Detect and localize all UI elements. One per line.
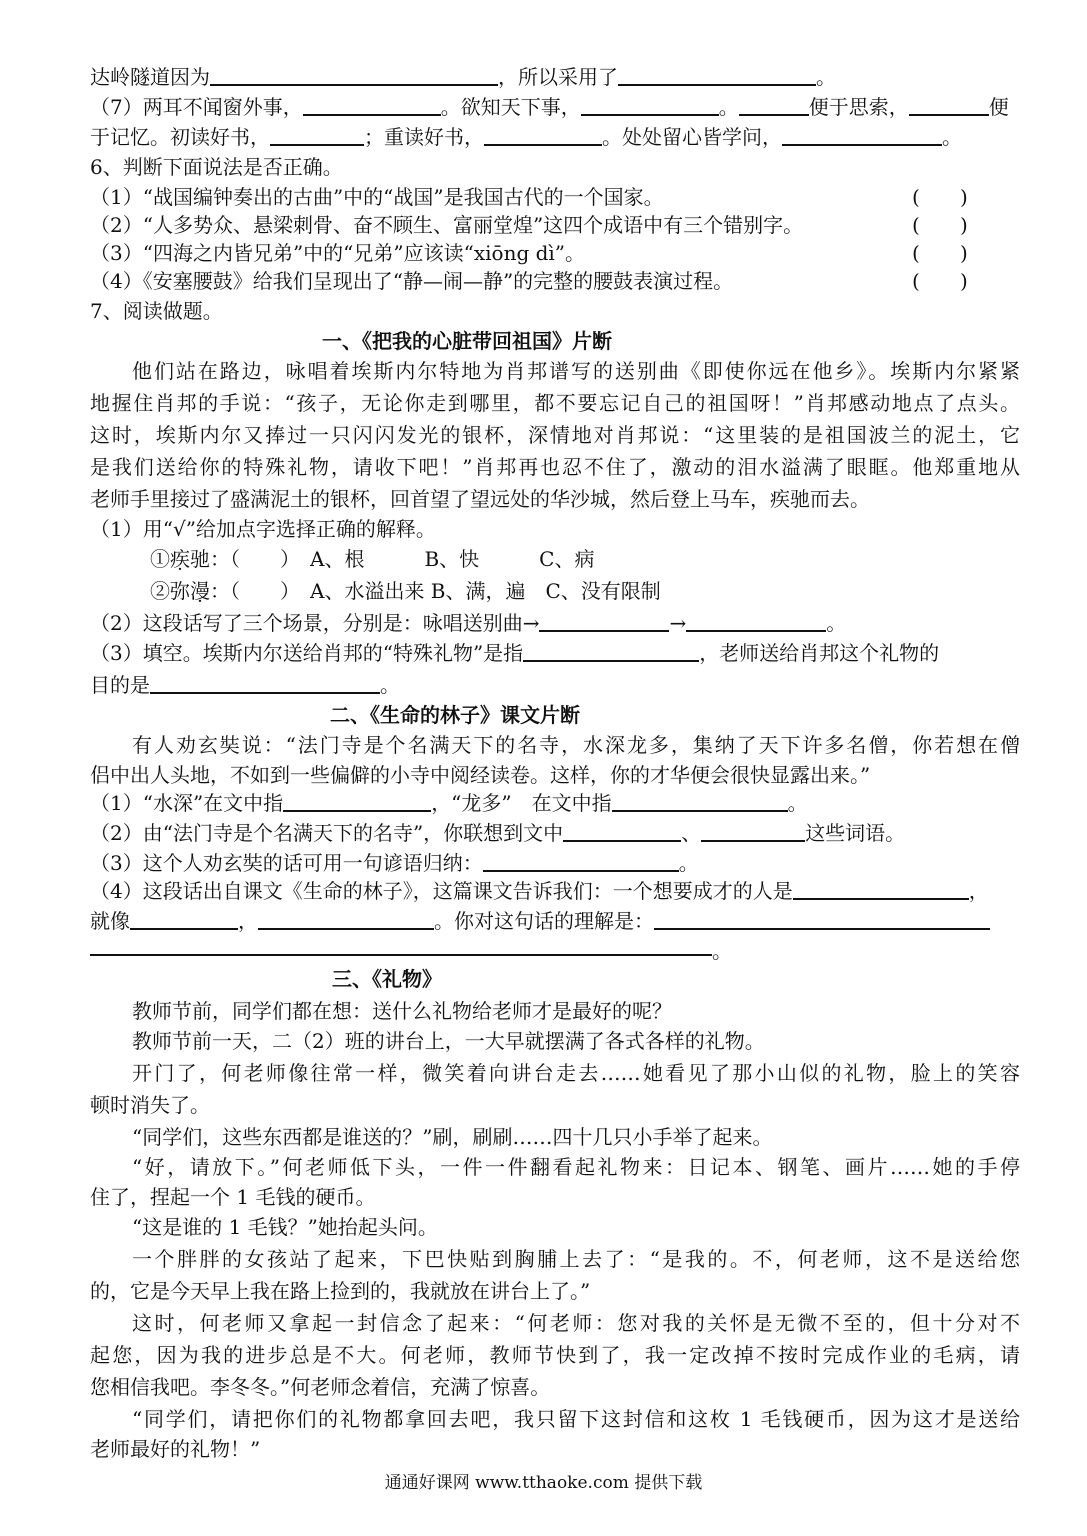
answer-line[interactable]: [90, 954, 712, 956]
passage-line: 老师手里接过了盛满泥土的银杯，回首望了望远处的华沙城，然后登上马车，疾驰而去。: [90, 487, 870, 511]
answer-blank[interactable]: [793, 878, 969, 900]
question-heading: 7、阅读做题。: [90, 299, 223, 323]
answer-parentheses[interactable]: ( ): [912, 213, 968, 237]
passage-line: 开门了，何老师像往常一样，微笑着向讲台走去……她看见了那小山似的礼物，脸上的笑容: [132, 1061, 1020, 1085]
judge-item: （4）《安塞腰鼓》给我们呈现出了“静—闹—静”的完整的腰鼓表演过程。: [90, 269, 734, 293]
answer-blank[interactable]: [612, 790, 788, 812]
question-item: （3）这个人劝玄奘的话可用一句谚语归纳： 。: [90, 851, 699, 875]
answer-blank[interactable]: [483, 850, 679, 872]
passage-line: 是我们送给你的特殊礼物，请收下吧！”肖邦再也忍不住了，激动的泪水溢满了眼眶。他郑重地从: [90, 455, 1020, 479]
passage-line: 教师节前，同学们都在想：送什么礼物给老师才是最好的呢？: [132, 999, 672, 1023]
answer-blank[interactable]: [739, 94, 809, 116]
passage-line: “同学们，请把你们的礼物都拿回去吧，我只留下这封信和这枚 1 毛钱硬币，因为这才是送给: [132, 1407, 1020, 1431]
passage-line: 一个胖胖的女孩站了起来，下巴快贴到胸脯上去了：“是我的。不，何老师，这不是送给您: [132, 1247, 1020, 1271]
question-item: （3）填空。埃斯内尔送给肖邦的“特殊礼物”是指 ，老师送给肖邦这个礼物的: [90, 641, 940, 665]
page-footer: 通通好课网 www.tthaoke.com 提供下载: [384, 1473, 703, 1493]
answer-blank[interactable]: [654, 908, 990, 930]
judge-item: （2）“人多势众、悬梁刺骨、奋不顾生、富丽堂煌”这四个成语中有三个错别字。: [90, 213, 804, 237]
passage-line: “好，请放下。”何老师低下头，一件一件翻看起礼物来：日记本、钢笔、画片……她的手停: [132, 1155, 1020, 1179]
passage-line: 起您，因为我的进步总是不大。何老师，教师节快到了，我一定改掉不按时完成作业的毛病，请: [90, 1343, 1020, 1367]
passage-line: 的，它是今天早上我在路上捡到的，我就放在讲台上了。”: [90, 1279, 591, 1303]
answer-parentheses[interactable]: ( ): [912, 269, 968, 293]
answer-blank[interactable]: [283, 790, 431, 812]
answer-blank[interactable]: [539, 610, 669, 632]
passage-line: “这是谁的 1 毛钱？”她抬起头问。: [132, 1215, 438, 1239]
answer-blank[interactable]: [618, 64, 816, 86]
question-item: 就像 ， 。你对这句话的理解是：: [90, 906, 1020, 936]
answer-parentheses[interactable]: ( ): [912, 241, 968, 265]
choice-line: ②弥漫：（ ） A、水溢出来 B、满，遍 C、没有限制: [150, 579, 661, 603]
answer-blank[interactable]: [563, 820, 681, 842]
answer-blank[interactable]: [130, 908, 238, 930]
answer-blank[interactable]: [581, 94, 719, 116]
passage-line: 这时，何老师又拿起一封信念了起来：“何老师：您对我的关怀是无微不至的，但十分对不: [132, 1311, 1020, 1335]
judge-item: （1）“战国编钟奏出的古曲”中的“战国”是我国古代的一个国家。: [90, 185, 664, 209]
answer-blank[interactable]: [270, 124, 364, 146]
answer-blank[interactable]: [686, 610, 826, 632]
passage-line: “同学们，这些东西都是谁送的？”刷，刷刷……四十几只小手举了起来。: [132, 1125, 773, 1149]
passage-line: 侣中出人头地，不如到一些偏僻的小寺中阅经读卷。这样，你的才华便会很快显露出来。”: [90, 763, 871, 787]
section-title: 二、《生命的林子》课文片断: [330, 703, 580, 727]
question-item: （1）用“√”给加点字选择正确的解释。: [90, 517, 436, 541]
passage-line: 他们站在路边，咏唱着埃斯内尔特地为肖邦谱写的送别曲《即使你远在他乡》。埃斯内尔紧紧: [132, 359, 1020, 383]
question-item: （2）由“法门寺是个名满天下的名寺”，你联想到文中 、 这些词语。: [90, 821, 906, 845]
text-line: （7）两耳不闻窗外事， 。欲知天下事， 。 便于思索， 便: [90, 95, 1009, 119]
choice-line: ①疾驰：（ ） A、根 B、快 C、病: [150, 547, 595, 571]
judge-item: （3）“四海之内皆兄弟”中的“兄弟”应该读“xiōng dì”。: [90, 241, 586, 265]
answer-blank[interactable]: [150, 672, 380, 694]
question-item: 目的是 。: [90, 673, 400, 697]
answer-blank[interactable]: [909, 94, 989, 116]
section-title: 三、《礼物》: [332, 967, 442, 991]
passage-line: 有人劝玄奘说：“法门寺是个名满天下的名寺，水深龙多，集纳了天下许多名僧，你若想在僧: [132, 733, 1020, 757]
answer-blank[interactable]: [782, 124, 942, 146]
passage-line: 顿时消失了。: [90, 1093, 210, 1117]
question-heading: 6、判断下面说法是否正确。: [90, 155, 343, 179]
answer-blank[interactable]: [484, 124, 602, 146]
passage-line: 住了，捏起一个 1 毛钱的硬币。: [90, 1185, 376, 1209]
passage-line: 教师节前一天，二（2）班的讲台上，一大早就摆满了各式各样的礼物。: [132, 1029, 765, 1053]
answer-parentheses[interactable]: ( ): [912, 185, 968, 209]
answer-blank[interactable]: [523, 640, 699, 662]
passage-line: 这时，埃斯内尔又捧过一只闪闪发光的银杯，深情地对肖邦说：“这里装的是祖国波兰的泥土，它: [90, 423, 1020, 447]
question-item: （4）这段话出自课文《生命的林子》，这篇课文告诉我们：一个想要成才的人是 ，: [90, 879, 989, 903]
text-line: 达岭隧道因为 ，所以采用了 。: [90, 65, 836, 89]
period: 。: [712, 939, 732, 963]
answer-blank[interactable]: [303, 94, 441, 116]
question-item: （2）这段话写了三个场景，分别是：咏唱送别曲→ → 。: [90, 611, 847, 635]
answer-blank[interactable]: [258, 908, 434, 930]
section-title: 一、《把我的心脏带回祖国》片断: [322, 329, 612, 353]
passage-line: 您相信我吧。李冬冬。”何老师念着信，充满了惊喜。: [90, 1375, 551, 1399]
dotted-char: 漫: [190, 579, 210, 603]
passage-line: 地握住肖邦的手说：“孩子，无论你走到哪里，都不要忘记自己的祖国呀！”肖邦感动地点了点头。: [90, 391, 1020, 415]
dotted-char: 疾: [170, 547, 190, 571]
question-item: （1）“水深”在文中指 ，“龙多” 在文中指 。: [90, 791, 808, 815]
text-line: 于记忆。初读好书， ；重读好书， 。处处留心皆学问， 。: [90, 125, 962, 149]
answer-blank[interactable]: [210, 64, 498, 86]
passage-line: 老师最好的礼物！”: [90, 1437, 261, 1461]
answer-blank[interactable]: [701, 820, 805, 842]
